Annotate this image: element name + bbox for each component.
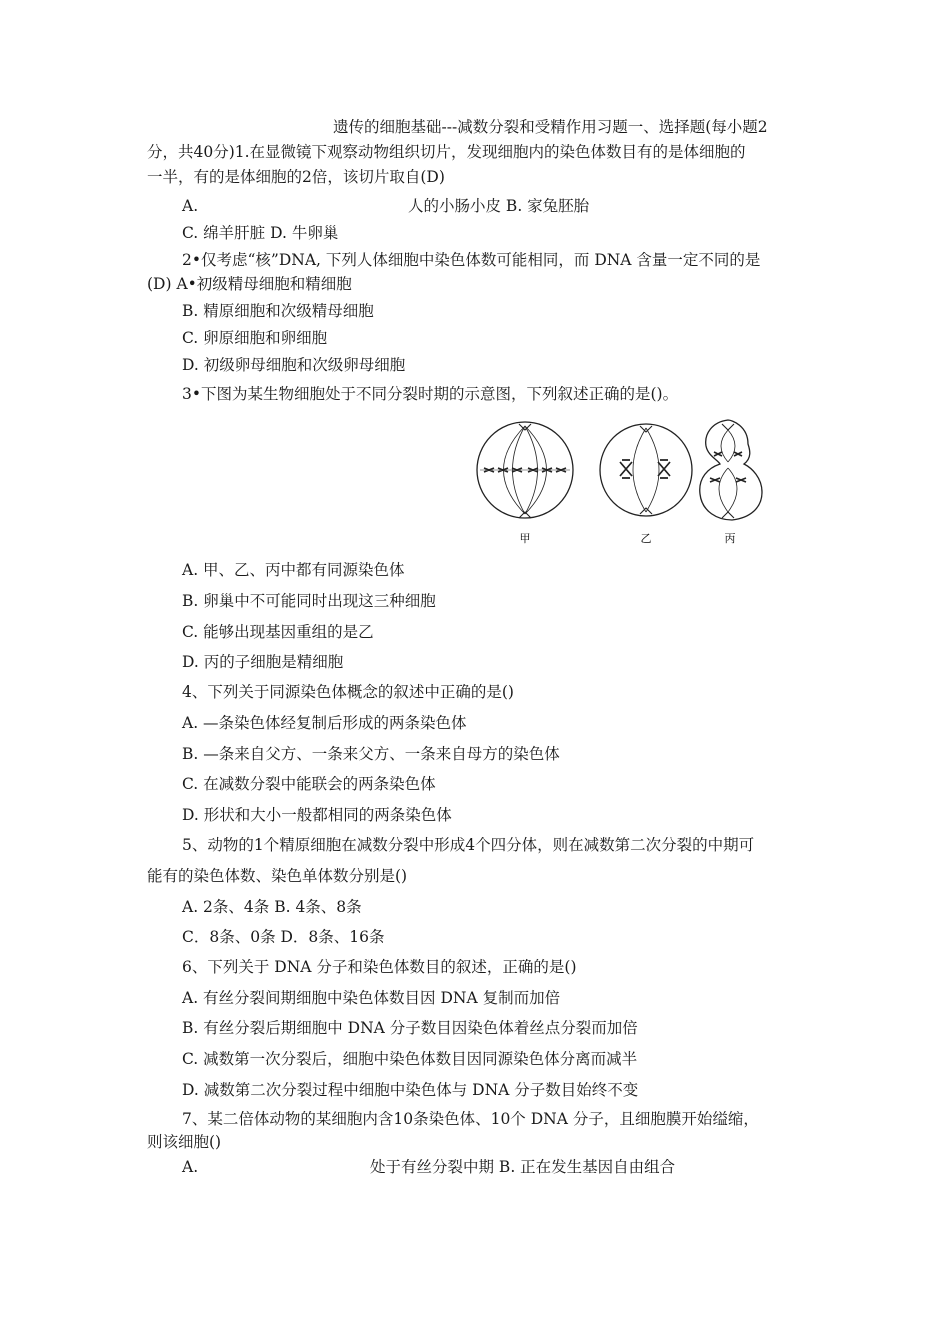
question-7-options-ab: 处于有丝分裂中期 B. 正在发生基因自由组合	[370, 1158, 676, 1176]
cell-bing	[700, 420, 762, 520]
question-7-stem-line-2: 则该细胞()	[147, 1133, 222, 1151]
cell-division-diagram	[470, 416, 790, 551]
question-5-stem-line-2: 能有的染色体数、染色单体数分别是()	[147, 867, 408, 885]
question-6-stem: 6、下列关于 DNA 分子和染色体数目的叙述，正确的是()	[182, 958, 577, 976]
cell-jia	[477, 422, 573, 518]
question-7-option-label-a: A.	[182, 1158, 199, 1176]
question-6-option-b: B. 有丝分裂后期细胞中 DNA 分子数目因染色体着丝点分裂而加倍	[182, 1019, 638, 1037]
caption-jia: 甲	[519, 532, 531, 545]
question-4-option-a: A. —条染色体经复制后形成的两条染色体	[182, 714, 467, 732]
question-3-option-b: B. 卵巢中不可能同时出现这三种细胞	[182, 592, 436, 610]
question-6-option-a: A. 有丝分裂间期细胞中染色体数目因 DNA 复制而加倍	[182, 989, 561, 1007]
question-5-options-cd: C．8条、0条 D．8条、16条	[182, 928, 385, 946]
question-3-option-a: A. 甲、乙、丙中都有同源染色体	[182, 561, 405, 579]
question-1-line-2: 分，共40分)1.在显微镜下观察动物组织切片，发现细胞内的染色体数目有的是体细胞的	[147, 143, 746, 161]
question-4-option-b: B. —条来自父方、一条来父方、一条来自母方的染色体	[182, 745, 560, 763]
caption-bing: 丙	[724, 532, 736, 545]
question-1-options-cd: C. 绵羊肝脏 D. 牛卵巢	[182, 224, 339, 242]
question-3-option-d: D. 丙的子细胞是精细胞	[182, 653, 344, 671]
cell-yi	[600, 424, 692, 516]
question-2-stem: 2•仅考虑“核”DNA, 下列人体细胞中染色体数可能相同，而 DNA 含量一定不同的是	[182, 251, 761, 269]
question-6-option-d: D. 减数第二次分裂过程中细胞中染色体与 DNA 分子数目始终不变	[182, 1081, 639, 1099]
question-3-option-c: C. 能够出现基因重组的是乙	[182, 623, 374, 641]
caption-yi: 乙	[640, 532, 652, 545]
question-2-option-a: (D) A•初级精母细胞和精细胞	[147, 275, 352, 293]
question-5-stem: 5、动物的1个精原细胞在减数分裂中形成4个四分体，则在减数第二次分裂的中期可	[182, 836, 755, 854]
question-3-stem: 3•下图为某生物细胞处于不同分裂时期的示意图，下列叙述正确的是()。	[182, 385, 679, 403]
question-2-option-d: D. 初级卵母细胞和次级卵母细胞	[182, 356, 406, 374]
question-4-stem: 4、下列关于同源染色体概念的叙述中正确的是()	[182, 683, 514, 701]
question-4-option-d: D. 形状和大小一般都相同的两条染色体	[182, 806, 452, 824]
title-line: 遗传的细胞基础---减数分裂和受精作用习题一、选择题(每小题2	[333, 118, 768, 136]
question-4-option-c: C. 在减数分裂中能联会的两条染色体	[182, 775, 436, 793]
option-label-a: A.	[182, 197, 199, 215]
question-2-option-b: B. 精原细胞和次级精母细胞	[182, 302, 374, 320]
question-5-options-ab: A. 2条、4条 B. 4条、8条	[182, 898, 362, 916]
question-2-option-c: C. 卵原细胞和卵细胞	[182, 329, 328, 347]
cell-division-figure	[470, 416, 790, 551]
question-1-line-3: 一半，有的是体细胞的2倍，该切片取自(D)	[147, 168, 445, 186]
question-7-stem: 7、某二倍体动物的某细胞内含10条染色体、10个 DNA 分子，且细胞膜开始缢缩，	[182, 1110, 759, 1128]
question-6-option-c: C. 减数第一次分裂后，细胞中染色体数目因同源染色体分离而减半	[182, 1050, 638, 1068]
question-1-options-ab: 人的小肠小皮 B. 家兔胚胎	[408, 197, 590, 215]
